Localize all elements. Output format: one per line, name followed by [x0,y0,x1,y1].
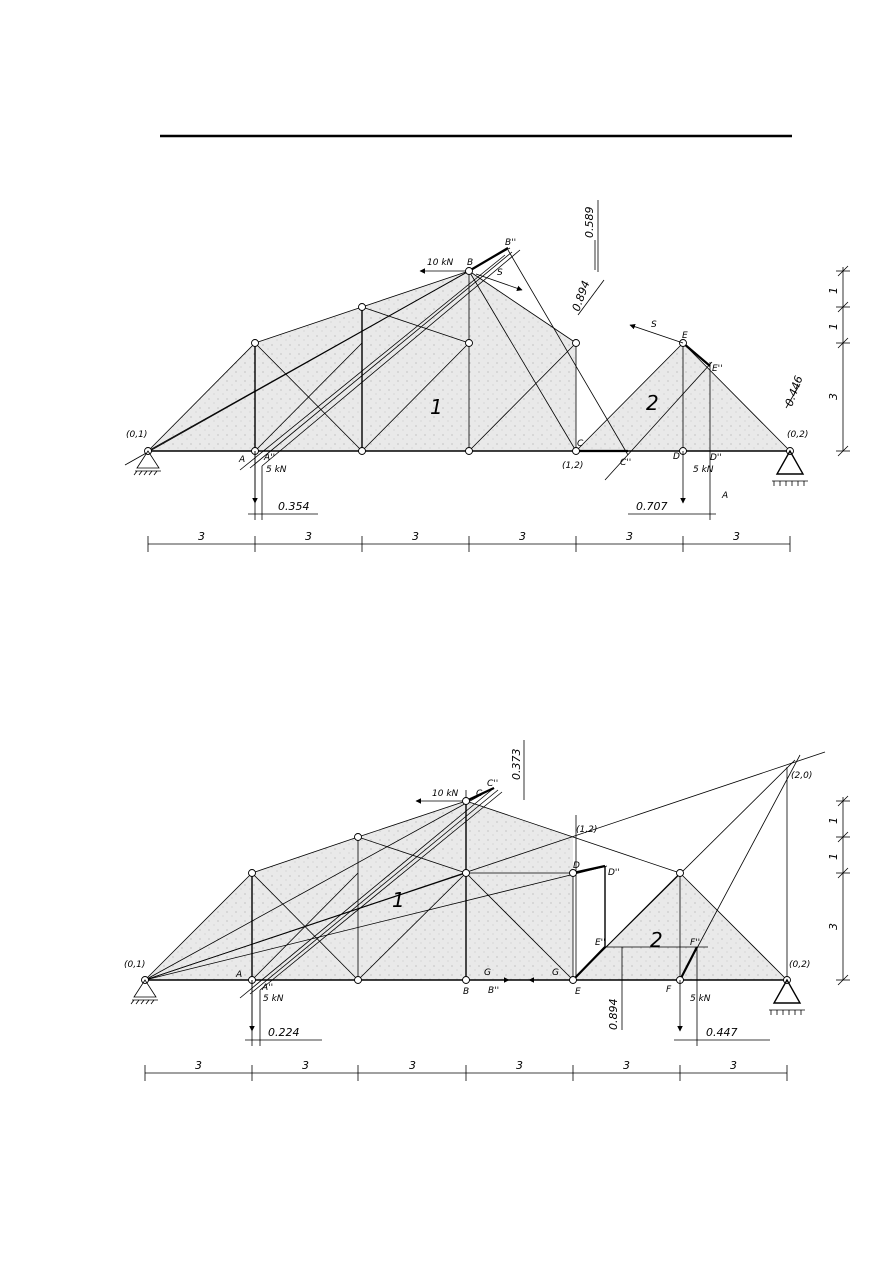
support-roller-right-bottom [769,980,805,1015]
load-label-A-bottom: 5 kN [263,994,284,1004]
node-label-D2: D'' [710,453,722,463]
load-label-C-bottom: 10 kN [432,789,459,799]
node-label-n12: (1,2) [562,461,584,471]
node-label-E2-bottom: E'' [595,938,606,948]
height-label-1: 1 [827,323,840,330]
span-label-4-bottom: 3 [623,1059,630,1072]
span-label-3: 3 [519,530,526,543]
node-label-n20-bottom: (2,0) [791,771,813,781]
span-label-2: 3 [412,530,419,543]
height-label-0: 1 [827,287,840,294]
node-label-C2-bottom: C'' [487,779,499,789]
span-label-0-bottom: 3 [195,1059,202,1072]
load-label-B: 10 kN [427,258,454,268]
node-label-B: B [467,258,474,268]
value-589: 0.589 [583,206,596,238]
node-label-C: C [577,439,584,449]
node-label-F2-bottom: F'' [690,938,701,948]
node-label-B2: B'' [505,238,517,248]
value-224: 0.224 [268,1026,300,1039]
span-label-4: 3 [626,530,633,543]
region-label-2: 2 [646,391,659,415]
region-label-1: 1 [430,395,443,419]
node-label-E-bottom: E [575,987,581,997]
node-label-B2-bottom: B'' [488,986,500,996]
node-label-A-bottom: A [236,970,243,980]
height-label-2: 3 [827,393,840,400]
force-label-s1: S [497,268,503,278]
load-label-D: 5 kN [693,465,714,475]
node-label-D-bottom: D [573,861,580,871]
span-label-5: 3 [733,530,740,543]
bottom-truss-diagram [124,740,850,1081]
node-label-n12-bottom: (1,2) [576,825,598,835]
node-label-F-bottom: F [666,985,672,995]
region-label-1-bottom: 1 [392,888,405,912]
span-label-5-bottom: 3 [730,1059,737,1072]
span-label-2-bottom: 3 [409,1059,416,1072]
top-truss-diagram [125,200,850,552]
value-894: 0.894 [569,278,593,314]
node-label-A-right: A [722,491,729,501]
force-label-s2: S [651,320,657,330]
value-354: 0.354 [278,500,310,513]
support-roller-right [772,451,808,486]
height-label-0-bottom: 1 [827,817,840,824]
value-894-bottom: 0.894 [607,998,620,1030]
node-label-C-bottom: C [476,789,483,799]
span-label-1-bottom: 3 [302,1059,309,1072]
node-label-E2: E'' [712,364,723,374]
node-label-D2-bottom: D'' [608,868,620,878]
node-label-n02-bottom: (0,2) [789,960,811,970]
value-373: 0.373 [510,748,523,780]
node-label-A: A [239,455,246,465]
node-label-D: D [673,452,680,462]
load-label-F-bottom: 5 kN [690,994,711,1004]
height-label-2-bottom: 3 [827,923,840,930]
span-label-3-bottom: 3 [516,1059,523,1072]
node-label-B-bottom: B [463,987,470,997]
region-label-2-bottom: 2 [650,928,663,952]
span-label-0: 3 [198,530,205,543]
load-label-A: 5 kN [266,465,287,475]
node-label-n01-bottom: (0,1) [124,960,146,970]
span-label-1: 3 [305,530,312,543]
node-label-A2-bottom: A'' [262,983,274,993]
span-dimension-bottom [145,1065,787,1081]
node-label-G-bottom: G [484,968,491,978]
value-446: 0.446 [782,373,806,409]
node-label-n02: (0,2) [787,430,809,440]
value-447: 0.447 [706,1026,738,1039]
node-label-A2: A'' [264,453,276,463]
span-dimension-top [148,536,790,552]
node-label-n01: (0,1) [126,430,148,440]
node-label-G2-bottom: G [552,968,559,978]
node-label-C2: C'' [620,458,632,468]
value-707: 0.707 [636,500,668,513]
height-label-1-bottom: 1 [827,853,840,860]
node-label-E: E [682,331,688,341]
